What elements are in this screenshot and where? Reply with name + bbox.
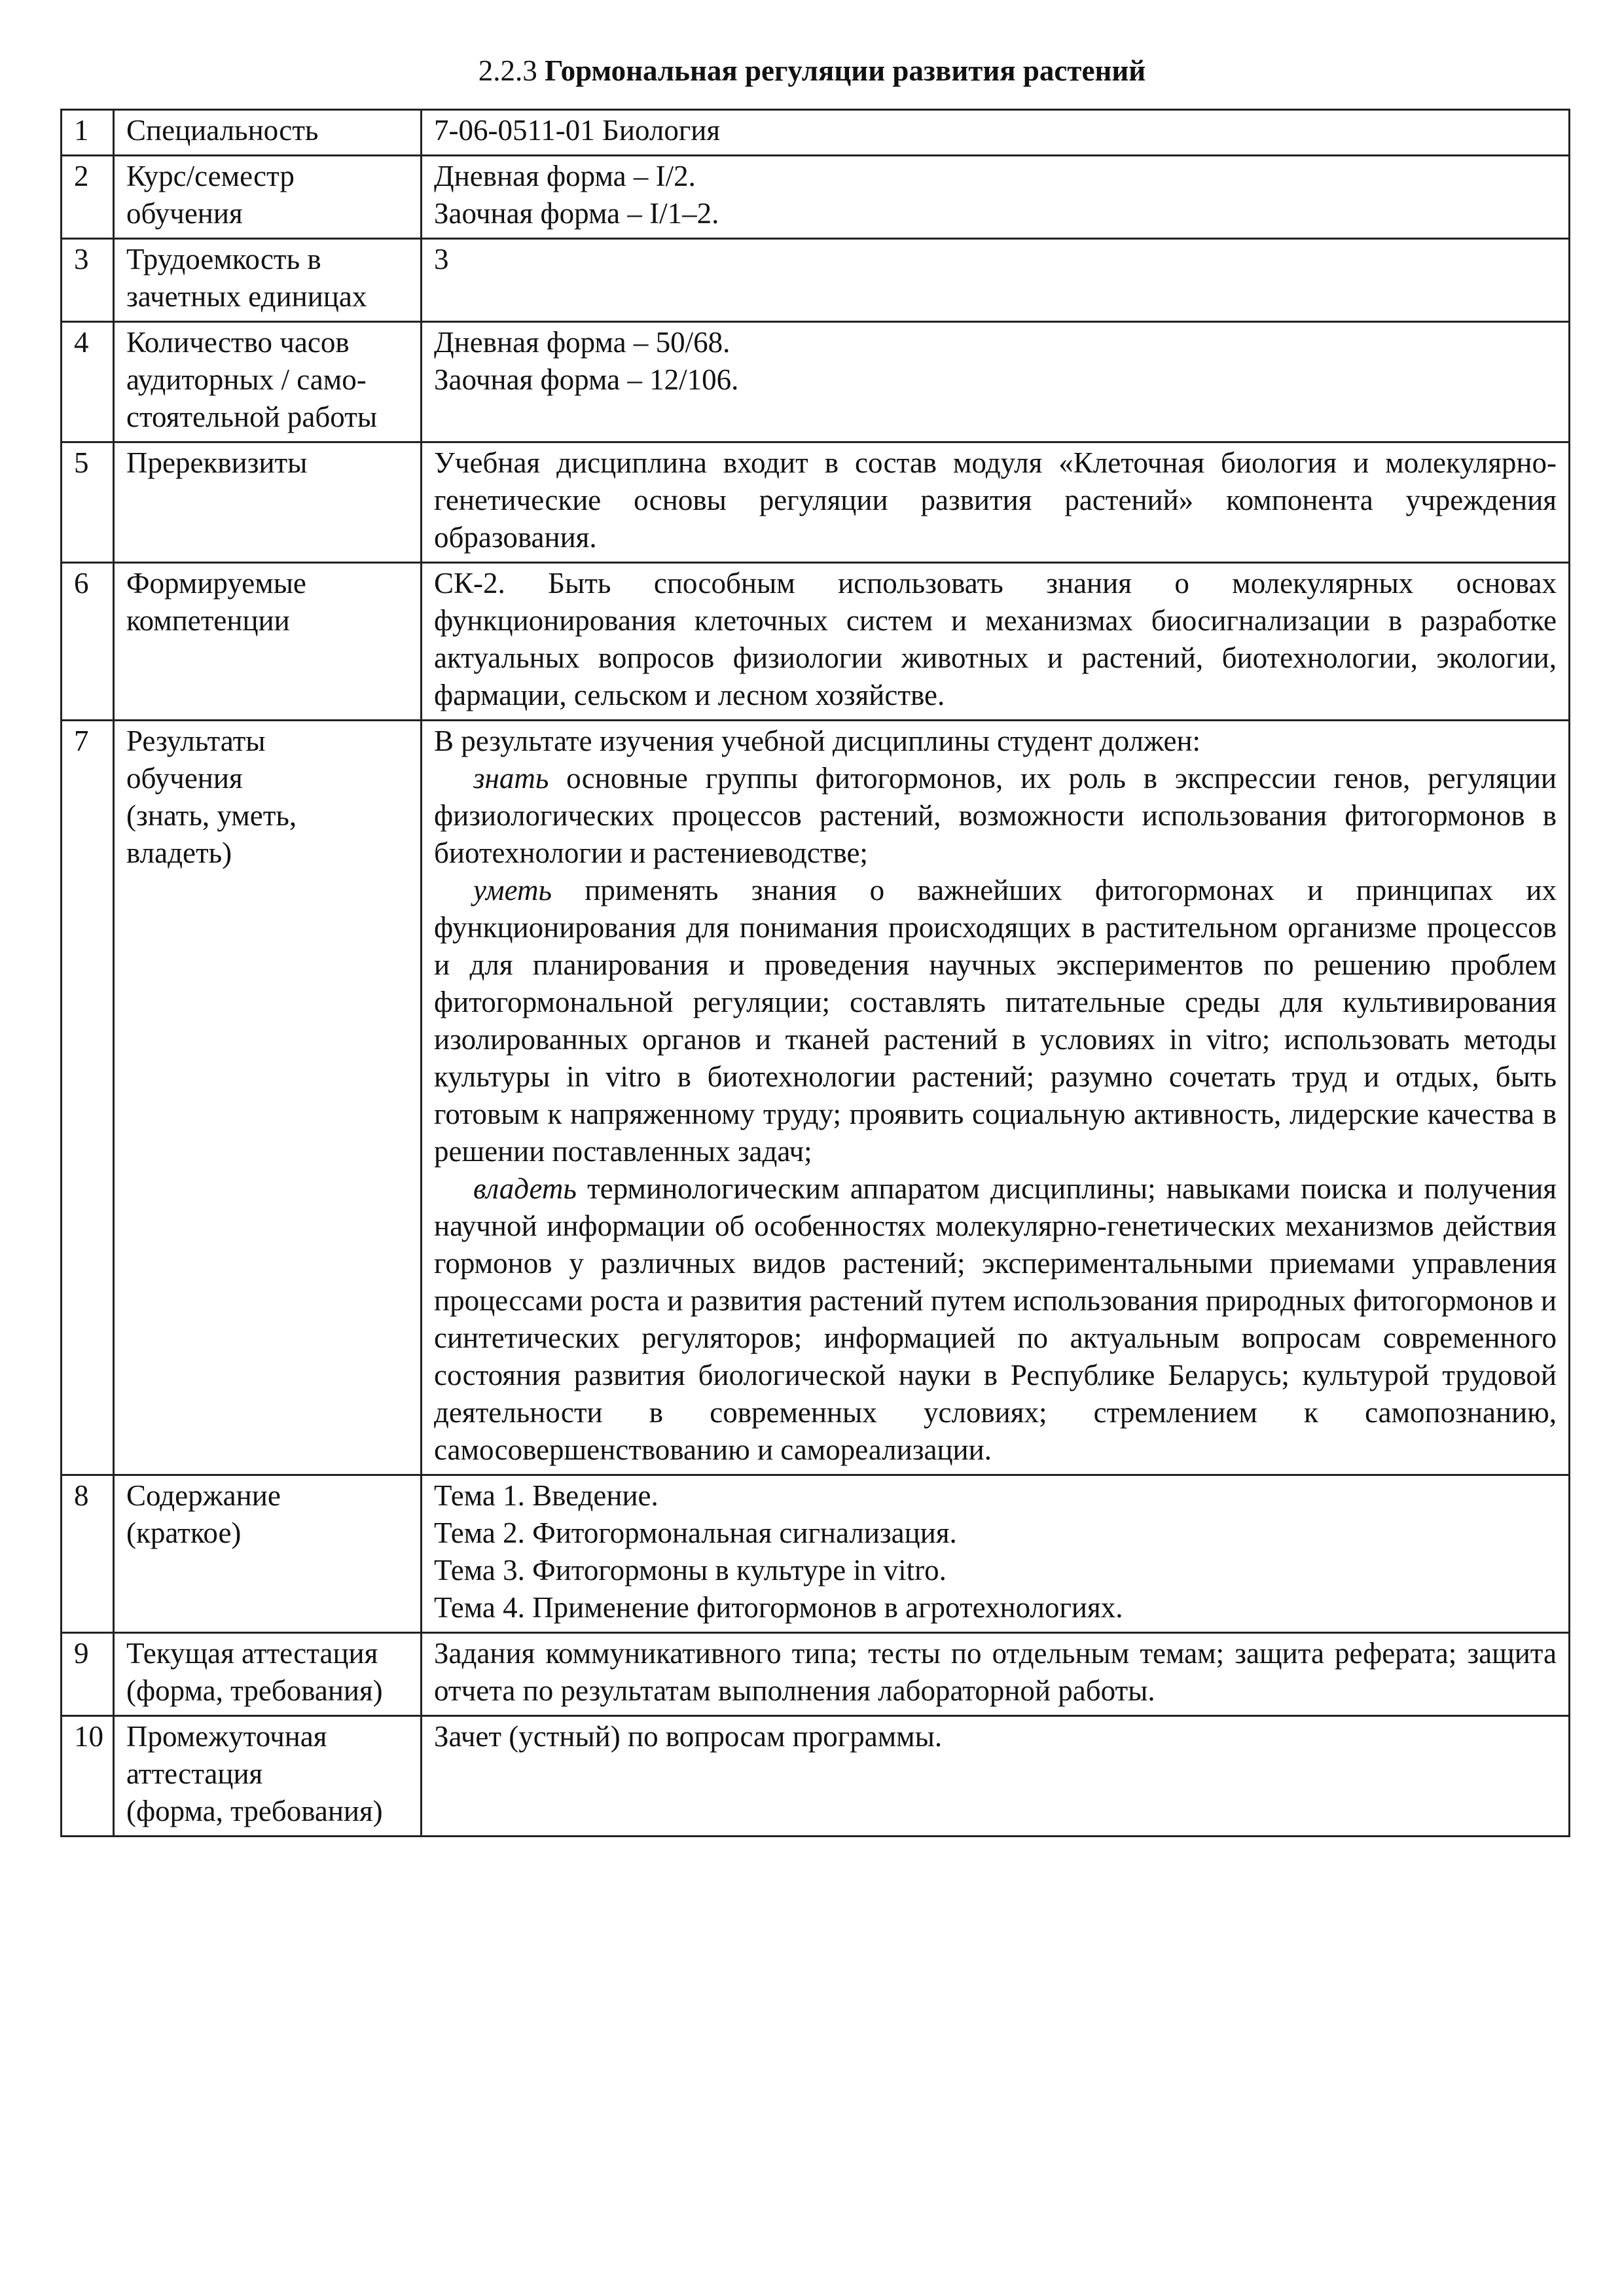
- row-number: 1: [62, 110, 114, 156]
- row-label: Количество часов аудиторных / само- стоятельной работы: [114, 322, 422, 442]
- row-number: 7: [62, 721, 114, 1475]
- row-content: 3: [422, 239, 1570, 322]
- table-row-credits: [62, 239, 1570, 322]
- table-row-course-semester: [62, 156, 1570, 239]
- row-label: Курс/семестр обучения: [114, 156, 422, 239]
- topic-item: Тема 2. Фитогормональная сигнализация.: [434, 1516, 957, 1549]
- table-row-hours: [62, 322, 1570, 442]
- row-label: Специальность: [114, 110, 422, 156]
- row-number: 2: [62, 156, 114, 239]
- row-label: Трудоемкость в зачетных единицах: [114, 239, 422, 322]
- table-row-learning-outcomes: [62, 721, 1570, 1475]
- section-number: 2.2.3: [478, 54, 537, 87]
- table-row-content: [62, 1475, 1570, 1633]
- row-label: Содержание (краткое): [114, 1475, 422, 1633]
- topic-item: Тема 3. Фитогормоны в культуре in vitro.: [434, 1554, 947, 1587]
- outcome-know: [434, 760, 1557, 872]
- table-row-prerequisites: [62, 442, 1570, 563]
- know-term: знать: [473, 762, 549, 795]
- section-title: Гормональная регуляции развития растений: [545, 54, 1146, 87]
- own-term: владеть: [473, 1172, 577, 1205]
- row-label: Формируемые компетенции: [114, 563, 422, 721]
- row-label: Промежуточная аттестация (форма, требования): [114, 1716, 422, 1837]
- table-row-intermediate-assessment: [62, 1716, 1570, 1837]
- outcome-own: [434, 1170, 1557, 1469]
- row-number: 6: [62, 563, 114, 721]
- outcomes-intro: В результате изучения учебной дисциплины студент должен:: [434, 725, 1201, 757]
- row-label: Пререквизиты: [114, 442, 422, 563]
- row-content: Учебная дисциплина входит в состав модуля «Клеточная биология и молекулярно-генетические основы регуляции развития растений» компонента учреждения образования.: [422, 442, 1570, 563]
- can-term: уметь: [473, 874, 552, 906]
- row-number: 5: [62, 442, 114, 563]
- know-text: основные группы фитогормонов, их роль в экспрессии генов, регуляции физиологических процессов растений, возможности использования фитогормонов в биотехнологии и растениеводстве;: [434, 762, 1557, 869]
- table-row-competences: [62, 563, 1570, 721]
- row-content: Дневная форма – 50/68. Заочная форма – 12/106.: [422, 322, 1570, 442]
- row-content: Задания коммуникативного типа; тесты по отдельным темам; защита реферата; защита отчета по результатам выполнения лабораторной работы.: [422, 1633, 1570, 1716]
- row-content: СК-2. Быть способным использовать знания о молекулярных основах функционирования клеточных систем и механизмах биосигнализации в разработке актуальных вопросов физиологии животных и растений, биотехнологии, экологии, фармации, сельском и лесном хозяйстве.: [422, 563, 1570, 721]
- outcome-can: [434, 872, 1557, 1170]
- row-content: [422, 721, 1570, 1475]
- topic-item: Тема 1. Введение.: [434, 1479, 659, 1512]
- table-row-specialty: [62, 110, 1570, 156]
- own-text: терминологическим аппаратом дисциплины; навыками поиска и получения научной информации об особенностях молекулярно-генетических механизмов действия гормонов у различных видов растений; экспериментальными приемами управления процессами роста и развития растений путем использования природных фитогормонов и синтетических регуляторов; информацией по актуальным вопросам современного состояния развития биологической науки в Республике Беларусь; культурой трудовой деятельности в современных условиях; стремлением к самопознанию, самосовершенствованию и самореализации.: [434, 1172, 1557, 1466]
- row-label: Результаты обучения (знать, уметь, владеть): [114, 721, 422, 1475]
- can-text: применять знания о важнейших фитогормонах и принципах их функционирования для понимания происходящих в растительном организме процессов и для планирования и проведения научных экспериментов по решению проблем фитогормональной регуляции; составлять питательные среды для культивирования изолированных органов и тканей растений в условиях in vitro; использовать методы культуры in vitro в биотехнологии растений; разумно сочетать труд и отдых, быть готовым к напряженному труду; проявить социальную активность, лидерские качества в решении поставленных задач;: [434, 874, 1557, 1168]
- row-content: 7-06-0511-01 Биология: [422, 110, 1570, 156]
- row-content: Зачет (устный) по вопросам программы.: [422, 1716, 1570, 1837]
- course-info-table: [60, 109, 1570, 1837]
- row-content: Дневная форма – I/2. Заочная форма – I/1–2.: [422, 156, 1570, 239]
- row-number: 8: [62, 1475, 114, 1633]
- topic-item: Тема 4. Применение фитогормонов в агротехнологиях.: [434, 1591, 1123, 1624]
- page-title: [0, 51, 1624, 90]
- row-number: 4: [62, 322, 114, 442]
- row-number: 3: [62, 239, 114, 322]
- table-row-current-assessment: [62, 1633, 1570, 1716]
- row-number: 9: [62, 1633, 114, 1716]
- row-number: 10: [62, 1716, 114, 1837]
- row-content: [422, 1475, 1570, 1633]
- row-label: Текущая аттестация (форма, требования): [114, 1633, 422, 1716]
